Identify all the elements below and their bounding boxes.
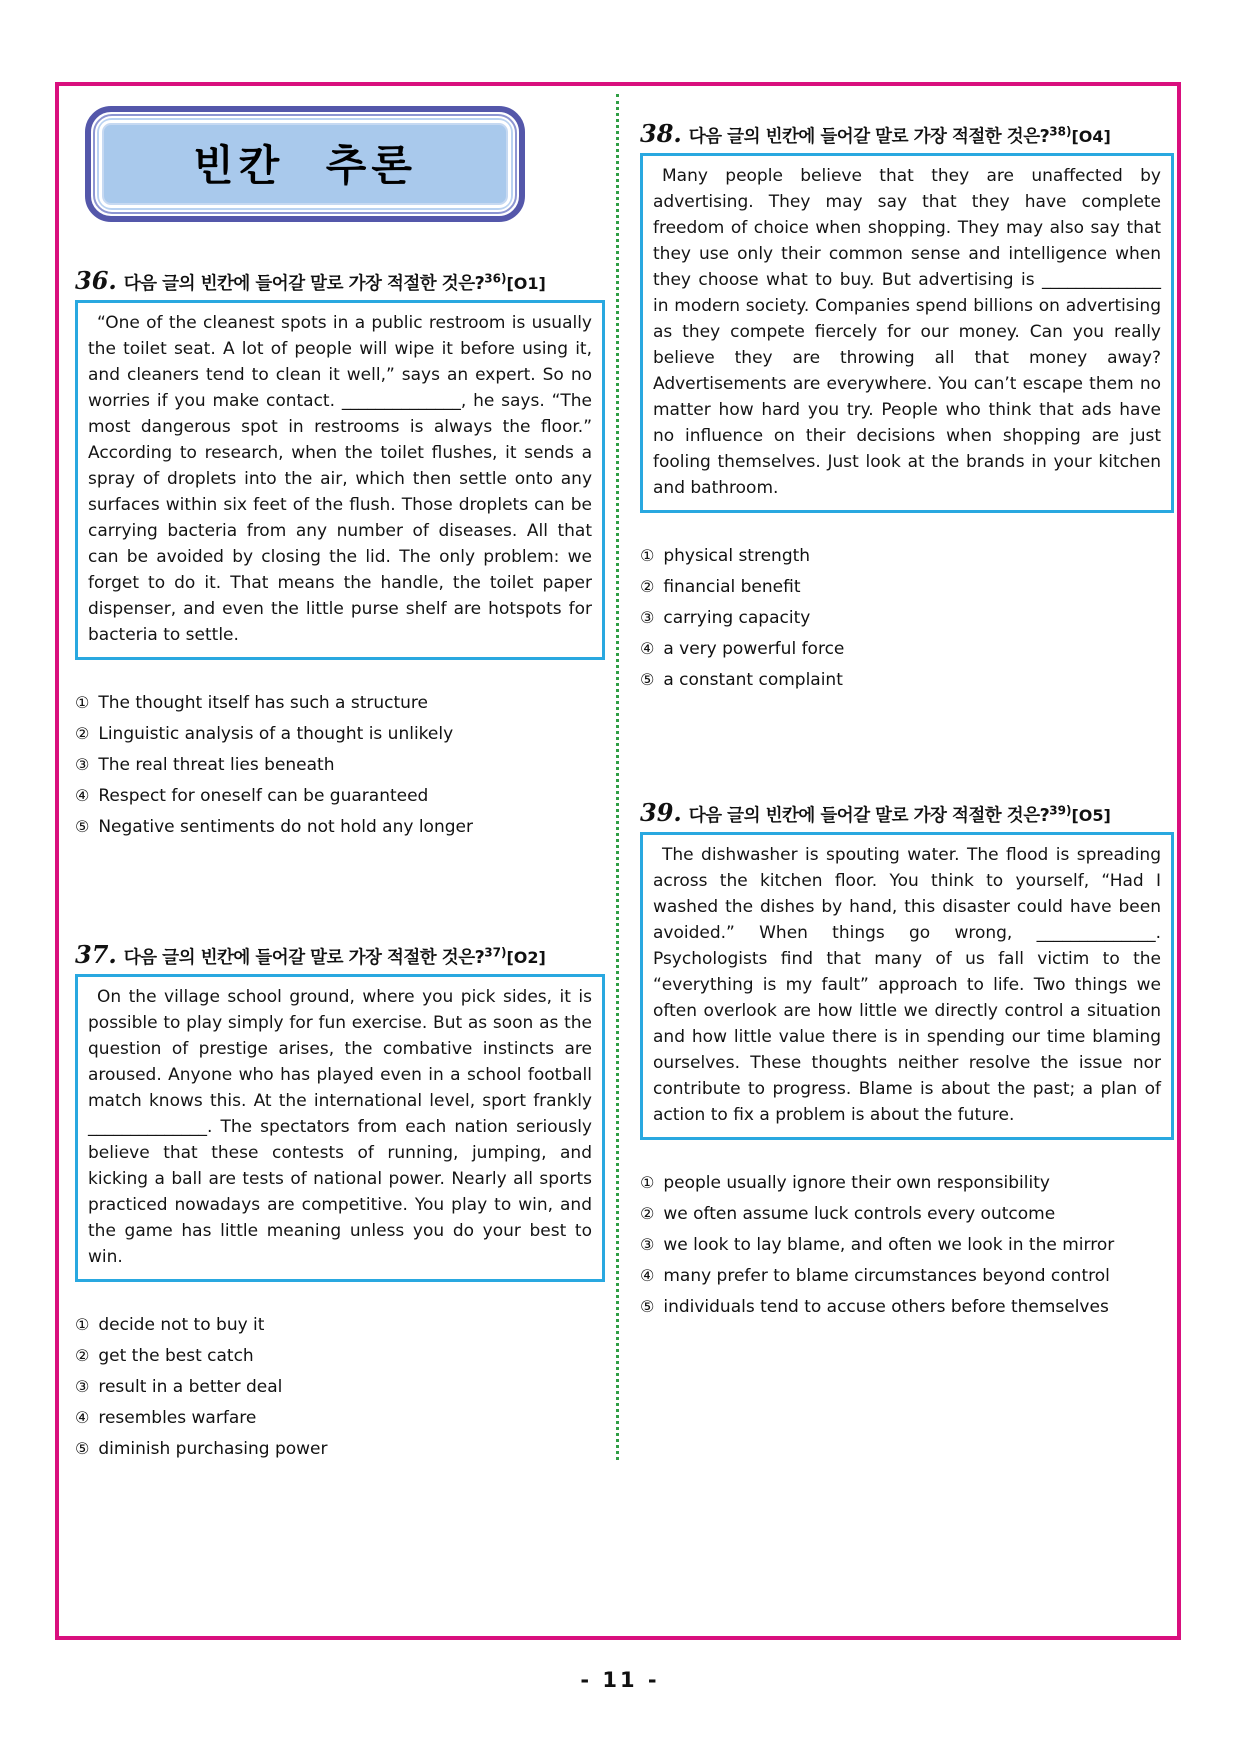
question-header <box>75 266 605 295</box>
section-title-box <box>85 106 525 222</box>
choice-marker: ② <box>640 1204 655 1223</box>
question-prompt: 다음 글의 빈칸에 들어갈 말로 가장 적절한 것은? <box>688 806 1050 826</box>
question-footnote-ref: 37) <box>484 945 507 960</box>
question-number: 37. <box>75 940 117 969</box>
choice-marker: ⑤ <box>640 1297 655 1316</box>
question-source-tag: [O2] <box>506 948 546 967</box>
choices-list <box>75 689 605 841</box>
right-column <box>640 86 1174 1324</box>
choice-marker: ⑤ <box>75 817 90 836</box>
choice-item <box>640 604 1174 632</box>
choice-item <box>75 1311 605 1339</box>
question-prompt: 다음 글의 빈칸에 들어갈 말로 가장 적절한 것은? <box>123 274 485 294</box>
title-ring-outer <box>85 106 525 222</box>
question-prompt: 다음 글의 빈칸에 들어갈 말로 가장 적절한 것은? <box>688 127 1050 147</box>
title-ring-middle <box>93 114 517 214</box>
section-title: 빈칸 추론 <box>99 120 511 208</box>
passage-box: On the village school ground, where you pick sides, it is possible to play simply for fun exercise. But as soon as the question of prestige arises, the combative instincts are aroused. Anyone who has played even in a school football match knows this. At the international level, sport frankly ______________. The spectators from each nation seriously believe that these contests of running, jumping, and kicking a ball are tests of national power. Nearly all sports practiced nowadays are competitive. You play to win, and the game has little meaning unless you do your best to win. <box>75 974 605 1282</box>
choice-text: Linguistic analysis of a thought is unlikely <box>98 724 454 744</box>
choice-item <box>640 573 1174 601</box>
question-39 <box>640 798 1174 1321</box>
question-source-tag: [O1] <box>506 274 546 293</box>
question-source-tag: [O4] <box>1071 127 1111 146</box>
choice-text: people usually ignore their own responsibility <box>663 1173 1050 1193</box>
choice-item <box>640 666 1174 694</box>
choice-item <box>640 1200 1174 1228</box>
choice-item <box>75 813 605 841</box>
choice-marker: ① <box>75 1315 90 1334</box>
choice-item <box>75 1342 605 1370</box>
choice-text: Respect for oneself can be guaranteed <box>98 786 429 806</box>
choice-marker: ① <box>640 546 655 565</box>
choice-text: we look to lay blame, and often we look in the mirror <box>663 1235 1115 1255</box>
question-number: 36. <box>75 266 117 295</box>
choice-item <box>75 1404 605 1432</box>
page-number: - 11 - <box>580 1668 660 1692</box>
choice-text: physical strength <box>663 546 811 566</box>
choice-text: carrying capacity <box>663 608 811 628</box>
question-header <box>640 119 1174 148</box>
choice-marker: ⑤ <box>75 1439 90 1458</box>
question-footnote-ref: 38) <box>1049 124 1072 139</box>
choice-text: get the best catch <box>98 1346 254 1366</box>
title-ring-inner <box>97 118 513 210</box>
choice-text: decide not to buy it <box>98 1315 265 1335</box>
question-number: 38. <box>640 119 682 148</box>
choice-item <box>640 1169 1174 1197</box>
choice-item <box>640 1293 1174 1321</box>
choice-item <box>75 1373 605 1401</box>
choice-text: Negative sentiments do not hold any longer <box>98 817 473 837</box>
choice-item <box>75 1435 605 1463</box>
choice-marker: ① <box>640 1173 655 1192</box>
choice-text: we often assume luck controls every outcome <box>663 1204 1056 1224</box>
choice-text: many prefer to blame circumstances beyond control <box>663 1266 1110 1286</box>
choices-list <box>640 1169 1174 1321</box>
choice-item <box>75 689 605 717</box>
question-prompt: 다음 글의 빈칸에 들어갈 말로 가장 적절한 것은? <box>123 948 485 968</box>
choice-item <box>75 782 605 810</box>
choice-text: result in a better deal <box>98 1377 283 1397</box>
page-border <box>55 82 1181 1640</box>
question-38 <box>640 119 1174 694</box>
choice-marker: ④ <box>640 639 655 658</box>
choice-item <box>640 1262 1174 1290</box>
choice-marker: ③ <box>75 755 90 774</box>
question-36 <box>75 266 605 841</box>
choice-text: diminish purchasing power <box>98 1439 328 1459</box>
choice-item <box>75 720 605 748</box>
choice-marker: ④ <box>640 1266 655 1285</box>
choice-text: financial benefit <box>663 577 801 597</box>
choice-item <box>640 635 1174 663</box>
choice-text: a constant complaint <box>663 670 843 690</box>
choice-text: individuals tend to accuse others before themselves <box>663 1297 1109 1317</box>
choice-marker: ③ <box>640 608 655 627</box>
question-source-tag: [O5] <box>1071 806 1111 825</box>
choice-marker: ③ <box>640 1235 655 1254</box>
choice-marker: ④ <box>75 1408 90 1427</box>
choice-marker: ③ <box>75 1377 90 1396</box>
question-37 <box>75 940 605 1463</box>
choice-text: resembles warfare <box>98 1408 257 1428</box>
choice-marker: ② <box>75 1346 90 1365</box>
choices-list <box>75 1311 605 1463</box>
question-number: 39. <box>640 798 682 827</box>
passage-box: The dishwasher is spouting water. The flood is spreading across the kitchen floor. You think to yourself, “Had I washed the dishes by hand, this disaster could have been avoided.” When things go wrong, ______________. Psychologists find that many of us fall victim to the “everything is my fault” approach to life. Two things we often overlook are how little we directly control a situation and how little value there is in spending our time blaming ourselves. These thoughts neither resolve the issue nor contribute to progress. Blame is about the past; a plan of action to fix a problem is about the future. <box>640 832 1174 1140</box>
left-column <box>75 86 605 1466</box>
choice-text: a very powerful force <box>663 639 845 659</box>
passage-box: Many people believe that they are unaffected by advertising. They may say that they have complete freedom of choice when shopping. They may also say that they use only their common sense and intelligence when they choose what to buy. But advertising is ______________ in modern society. Companies spend billions on advertising as they compete fiercely for our money. Can you really believe they are throwing all that money away? Advertisements are everywhere. You can’t escape them no matter how hard you try. People who think that ads have no influence on their decisions when shopping are just fooling themselves. Just look at the brands in your kitchen and bathroom. <box>640 153 1174 513</box>
choice-marker: ② <box>75 724 90 743</box>
choice-item <box>640 1231 1174 1259</box>
choice-item <box>640 542 1174 570</box>
choice-marker: ② <box>640 577 655 596</box>
question-footnote-ref: 36) <box>484 271 507 286</box>
question-header <box>75 940 605 969</box>
choice-item <box>75 751 605 779</box>
column-divider <box>616 94 619 1460</box>
choice-marker: ⑤ <box>640 670 655 689</box>
question-header <box>640 798 1174 827</box>
passage-box: “One of the cleanest spots in a public restroom is usually the toilet seat. A lot of people will wipe it before using it, and cleaners tend to clean it well,” says an expert. So no worries if you make contact. ______________, he says. “The most dangerous spot in restrooms is always the floor.” According to research, when the toilet flushes, it sends a spray of droplets into the air, which then settle onto any surfaces within six feet of the flush. Those droplets can be carrying bacteria from any number of diseases. All that can be avoided by closing the lid. The only problem: we forget to do it. That means the handle, the toilet paper dispenser, and even the little purse shelf are hotspots for bacteria to settle. <box>75 300 605 660</box>
choice-marker: ① <box>75 693 90 712</box>
choice-marker: ④ <box>75 786 90 805</box>
choice-text: The thought itself has such a structure <box>98 693 429 713</box>
choices-list <box>640 542 1174 694</box>
choice-text: The real threat lies beneath <box>98 755 335 775</box>
question-footnote-ref: 39) <box>1049 803 1072 818</box>
